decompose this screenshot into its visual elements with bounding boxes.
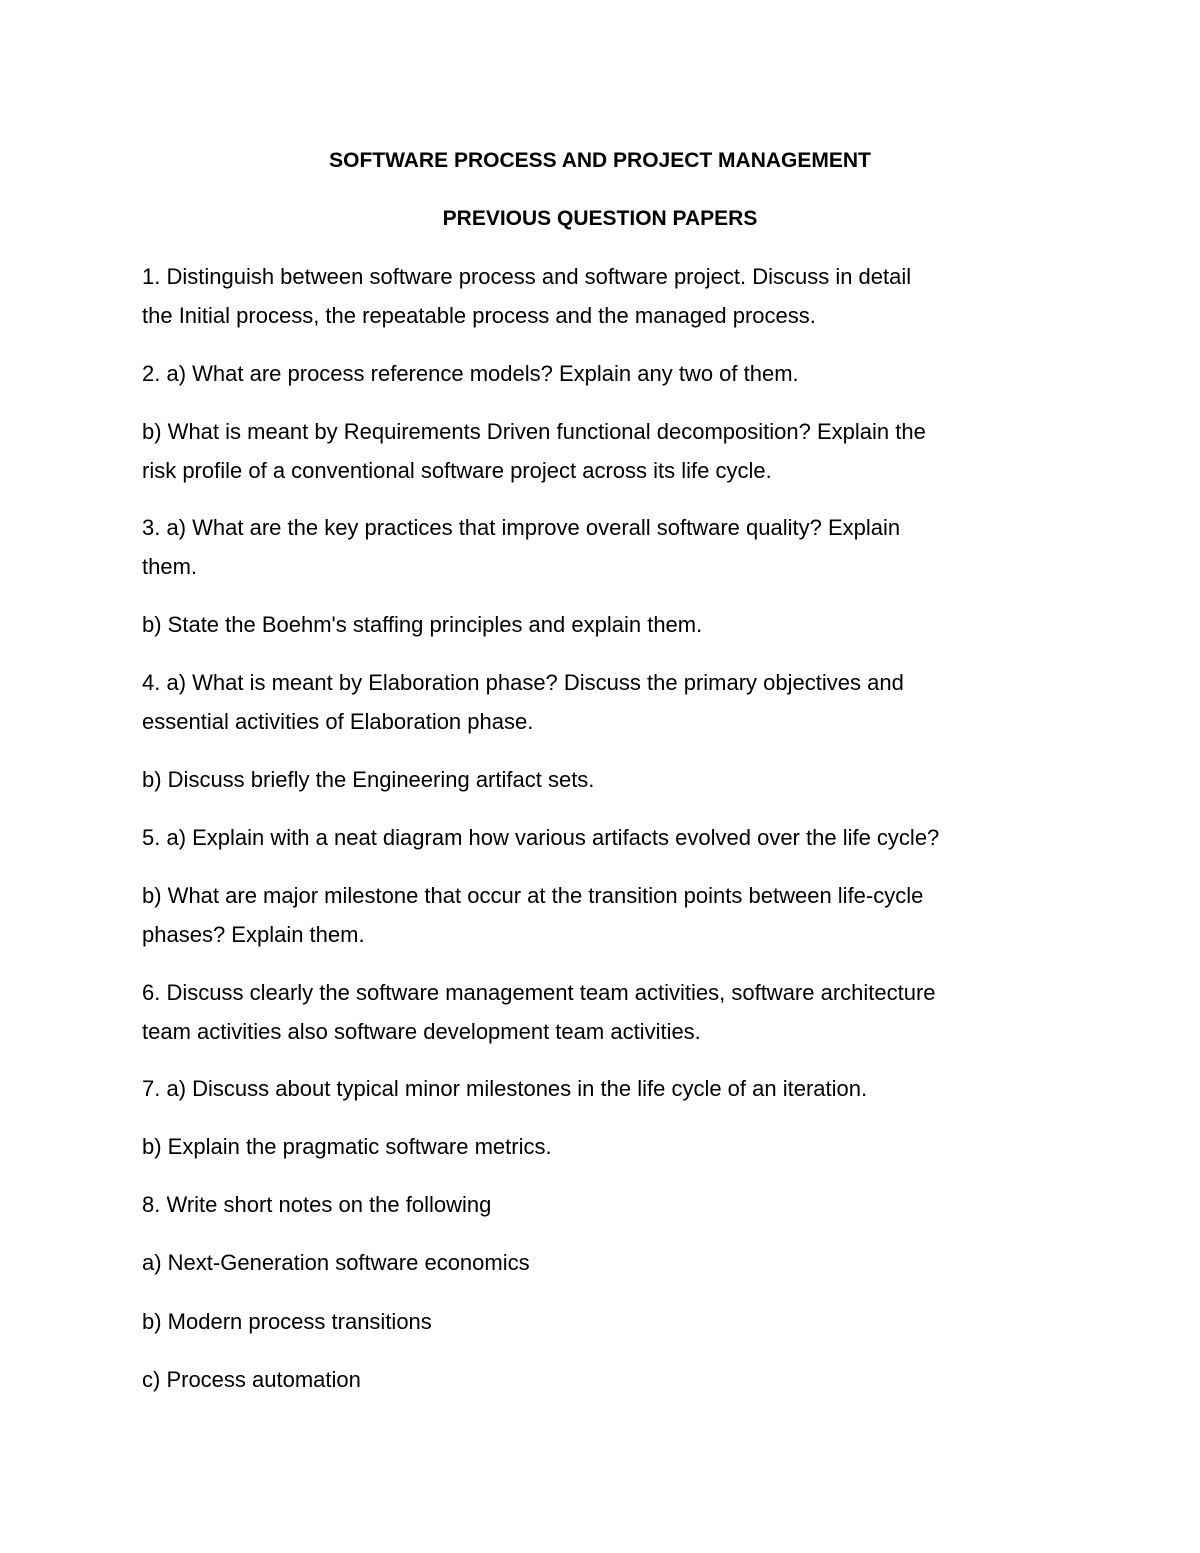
question-line: 5. a) Explain with a neat diagram how various artifacts evolved over the life cycle? [142,825,940,850]
question-2a [142,354,1057,393]
question-3b [142,605,1057,644]
question-3a [142,508,1057,586]
question-line: 6. Discuss clearly the software management team activities, software architecture [142,980,936,1005]
question-line: a) Next-Generation software economics [142,1250,530,1275]
question-5a [142,818,1057,857]
question-line: c) Process automation [142,1367,361,1392]
question-line: 1. Distinguish between software process and software project. Discuss in detail [142,264,912,289]
question-8b [142,1302,1057,1341]
question-8c [142,1360,1057,1399]
question-line: risk profile of a conventional software project across its life cycle. [142,458,772,483]
question-line: team activities also software development team activities. [142,1019,701,1044]
question-line: b) State the Boehm's staffing principles and explain them. [142,612,703,637]
question-line: the Initial process, the repeatable process and the managed process. [142,303,816,328]
question-line: b) Modern process transitions [142,1309,432,1334]
document-title: SOFTWARE PROCESS AND PROJECT MANAGEMENT [329,149,871,172]
question-line: 4. a) What is meant by Elaboration phase? Discuss the primary objectives and [142,670,904,695]
question-8a [142,1243,1057,1282]
question-7b [142,1127,1057,1166]
question-line: b) What are major milestone that occur at the transition points between life-cycle [142,883,924,908]
question-4b [142,760,1057,799]
question-line: b) What is meant by Requirements Driven functional decomposition? Explain the [142,419,926,444]
question-line: 3. a) What are the key practices that improve overall software quality? Explain [142,515,901,540]
question-line: b) Discuss briefly the Engineering artifact sets. [142,767,595,792]
question-line: 8. Write short notes on the following [142,1192,492,1217]
question-8 [142,1185,1057,1224]
question-line: 2. a) What are process reference models? Explain any two of them. [142,361,799,386]
question-line: 7. a) Discuss about typical minor milestones in the life cycle of an iteration. [142,1076,868,1101]
question-6 [142,973,1057,1051]
question-line: essential activities of Elaboration phase. [142,709,534,734]
question-7a [142,1069,1057,1108]
question-line: b) Explain the pragmatic software metrics. [142,1134,552,1159]
question-line: them. [142,554,198,579]
document-subtitle: PREVIOUS QUESTION PAPERS [442,207,758,230]
question-line: phases? Explain them. [142,922,365,947]
question-4a [142,663,1057,741]
question-5b [142,876,1057,954]
question-1 [142,257,1057,335]
question-2b [142,412,1057,490]
